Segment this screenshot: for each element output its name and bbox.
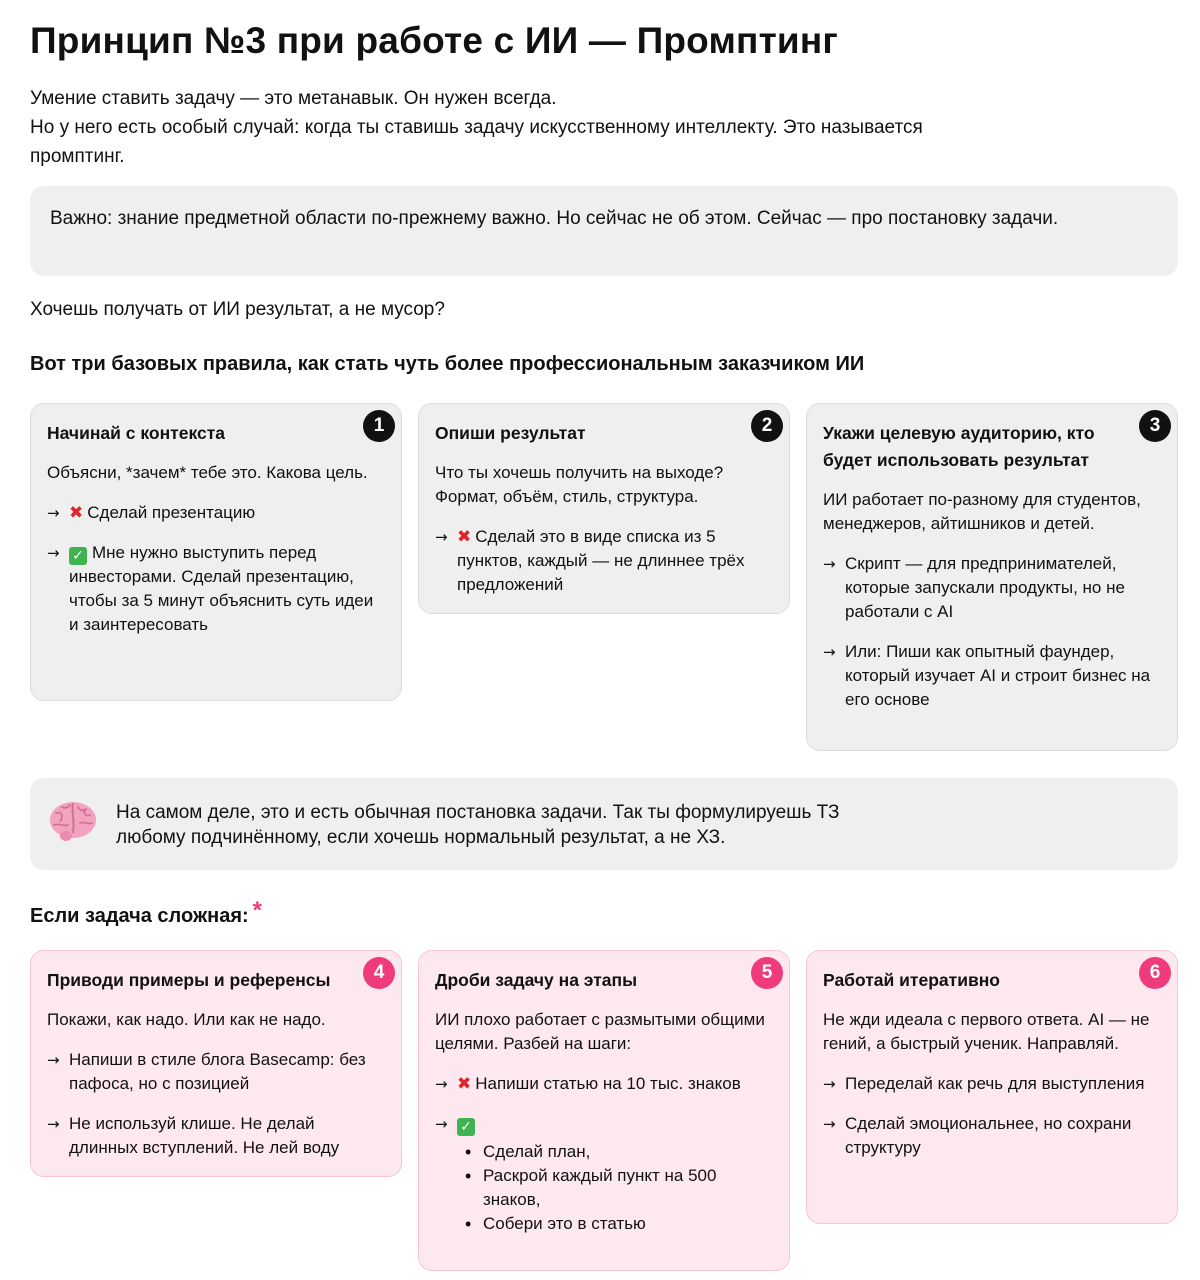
bullet-text: Мне нужно выступить перед инвесторами. Сделай презентацию, чтобы за 5 минут объяснить суть идеи и заинтересовать bbox=[69, 543, 374, 634]
cross-mark-icon: ✖ bbox=[457, 527, 472, 547]
arrow-icon: → bbox=[47, 544, 60, 562]
rules-heading: Вот три базовых правила, как стать чуть более профессиональным заказчиком ИИ bbox=[30, 353, 865, 375]
arrow-icon: → bbox=[823, 1115, 836, 1133]
arrow-icon: → bbox=[47, 1051, 60, 1069]
rule-card-6 bbox=[806, 950, 1178, 1224]
rule-card-3 bbox=[806, 403, 1178, 751]
list-item-text: Собери это в статью bbox=[483, 1214, 646, 1233]
card-title: Укажи целевую аудиторию, кто будет использовать результат bbox=[823, 423, 1095, 470]
arrow-icon: → bbox=[435, 1075, 448, 1093]
arrow-icon: → bbox=[47, 504, 60, 522]
bullet-item bbox=[823, 552, 1161, 624]
list-item-text: Раскрой каждый пункт на 500 знаков, bbox=[483, 1166, 717, 1209]
bullet-text: Или: Пиши как опытный фаундер, который изучает AI и строит бизнес на его основе bbox=[845, 642, 1151, 709]
rule-card-5 bbox=[418, 950, 790, 1271]
arrow-icon: → bbox=[823, 1075, 836, 1093]
card-description: Что ты хочешь получить на выходе? Формат, объём, стиль, структура. bbox=[435, 463, 724, 506]
arrow-icon: → bbox=[823, 643, 836, 661]
steps-list bbox=[465, 1140, 773, 1236]
card-description: Не жди идеала с первого ответа. AI — не гений, а быстрый ученик. Направляй. bbox=[823, 1010, 1150, 1053]
arrow-icon: → bbox=[47, 1115, 60, 1133]
step-number-badge: 6 bbox=[1139, 957, 1171, 989]
arrow-icon: → bbox=[823, 555, 836, 573]
page-title: Принцип №3 при работе с ИИ — Промптинг bbox=[30, 20, 839, 61]
rule-card-2 bbox=[418, 403, 790, 614]
bullet-text: Сделай это в виде списка из 5 пунктов, каждый — не длиннее трёх предложений bbox=[457, 527, 745, 594]
bullet-text: Напиши статью на 10 тыс. знаков bbox=[475, 1074, 741, 1093]
question-text: Хочешь получать от ИИ результат, а не мусор? bbox=[30, 299, 445, 320]
card-title: Начинай с контекста bbox=[47, 423, 226, 443]
callout-line: любому подчинённому, если хочешь нормальный результат, а не ХЗ. bbox=[116, 827, 726, 848]
cross-mark-icon: ✖ bbox=[457, 1074, 472, 1094]
callout-line: На самом деле, это и есть обычная постановка задачи. Так ты формулируешь ТЗ bbox=[116, 802, 840, 823]
card-title: Опиши результат bbox=[435, 423, 586, 443]
bullet-item bbox=[435, 1112, 773, 1236]
list-item-text: Сделай план, bbox=[483, 1142, 591, 1161]
step-number-badge: 1 bbox=[363, 410, 395, 442]
bullet-item bbox=[823, 1072, 1161, 1096]
intro-line: Но у него есть особый случай: когда ты ставишь задачу искусственному интеллекту. Это называется bbox=[30, 117, 923, 138]
asterisk-mark: * bbox=[252, 897, 263, 924]
intro-line: промптинг. bbox=[30, 146, 125, 167]
intro-text bbox=[30, 84, 1150, 171]
check-mark-icon: ✓ bbox=[457, 1118, 475, 1136]
check-mark-icon: ✓ bbox=[69, 547, 87, 565]
rule-card-4 bbox=[30, 950, 402, 1177]
bullet-text: Напиши в стиле блога Basecamp: без пафоса, но с позицией bbox=[69, 1050, 366, 1093]
arrow-icon: → bbox=[435, 1115, 448, 1133]
bullet-item bbox=[823, 1112, 1161, 1160]
card-title: Дроби задачу на этапы bbox=[435, 970, 638, 990]
bullet-text: Не используй клише. Не делай длинных вступлений. Не лей воду bbox=[69, 1114, 340, 1157]
step-number-badge: 5 bbox=[751, 957, 783, 989]
list-item: • Раскрой каждый пункт на 500 знаков, bbox=[465, 1164, 773, 1212]
bullet-item bbox=[823, 640, 1161, 712]
card-title: Приводи примеры и референсы bbox=[47, 970, 331, 990]
arrow-icon: → bbox=[435, 528, 448, 546]
card-description: Объясни, *зачем* тебе это. Какова цель. bbox=[47, 463, 368, 482]
card-description: ИИ плохо работает с размытыми общими целями. Разбей на шаги: bbox=[435, 1010, 765, 1053]
complex-heading bbox=[30, 897, 262, 930]
rule-card-1 bbox=[30, 403, 402, 701]
important-callout: Важно: знание предметной области по-прежнему важно. Но сейчас не об этом. Сейчас — про постановку задачи. bbox=[30, 186, 1178, 276]
step-number-badge: 3 bbox=[1139, 410, 1171, 442]
complex-heading-text: Если задача сложная: bbox=[30, 905, 249, 927]
bullet-text: Переделай как речь для выступления bbox=[845, 1074, 1145, 1093]
list-item: • Сделай план, bbox=[465, 1142, 591, 1162]
bullet-item bbox=[435, 1072, 773, 1096]
brain-callout bbox=[30, 778, 1178, 870]
card-description: ИИ работает по-разному для студентов, менеджеров, айтишников и детей. bbox=[823, 490, 1141, 533]
bullet-item bbox=[47, 501, 385, 525]
list-item: • Собери это в статью bbox=[465, 1214, 646, 1234]
bullet-text: Сделай презентацию bbox=[87, 503, 256, 522]
bullet-text: Сделай эмоциональнее, но сохрани структуру bbox=[845, 1114, 1132, 1157]
card-title: Работай итеративно bbox=[823, 970, 1000, 990]
bullet-item bbox=[47, 1048, 385, 1096]
bullet-item bbox=[47, 541, 385, 637]
bullet-item bbox=[47, 1112, 385, 1160]
brain-icon bbox=[48, 799, 98, 843]
bullet-text: Скрипт — для предпринимателей, которые запускали продукты, но не работали с AI bbox=[845, 554, 1125, 621]
cross-mark-icon: ✖ bbox=[69, 503, 84, 523]
step-number-badge: 4 bbox=[363, 957, 395, 989]
bullet-item bbox=[435, 525, 773, 597]
step-number-badge: 2 bbox=[751, 410, 783, 442]
intro-line: Умение ставить задачу — это метанавык. Он нужен всегда. bbox=[30, 88, 557, 109]
card-description: Покажи, как надо. Или как не надо. bbox=[47, 1010, 326, 1029]
